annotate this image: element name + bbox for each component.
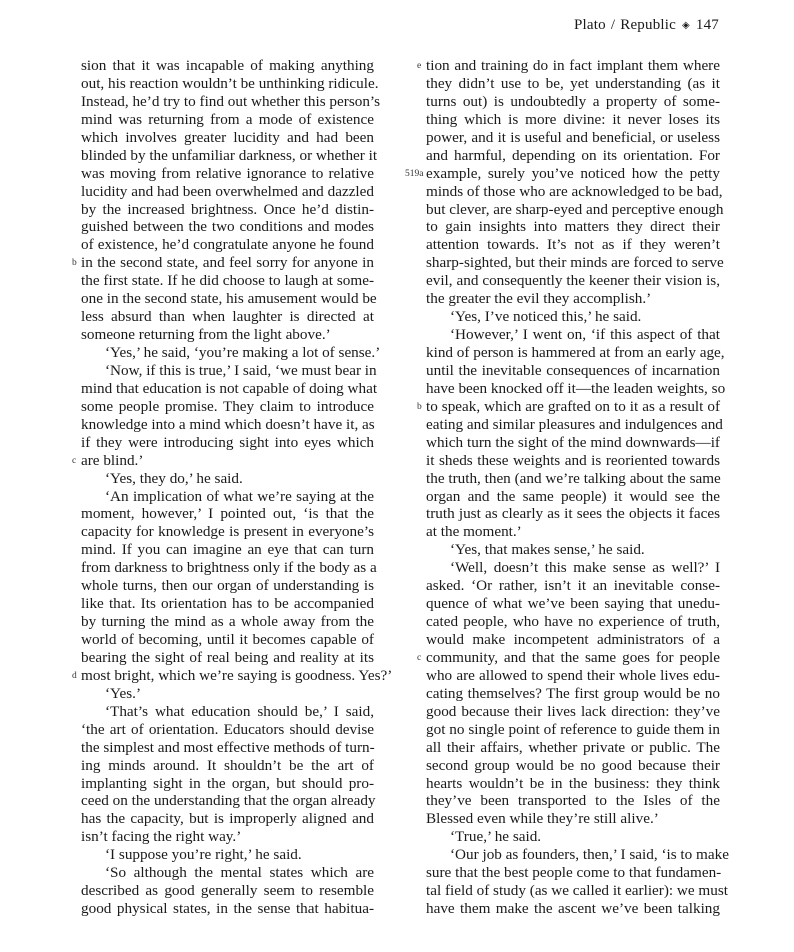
line-text: eating and similar pleasures and indulgences and	[426, 415, 723, 433]
line-text: have been knocked off it—the leaden weights, so	[426, 379, 726, 397]
line-text: ‘Yes, that makes sense,’ he said.	[450, 541, 645, 559]
line-text: are blind.’	[81, 451, 144, 469]
line-text: isn’t facing the right way.’	[81, 828, 242, 846]
text-line	[426, 685, 720, 703]
line-text: blinded by the unfamiliar darkness, or whether it	[81, 146, 378, 164]
text-line	[426, 739, 720, 757]
text-line	[426, 900, 720, 918]
text-line	[81, 434, 374, 452]
text-line	[81, 183, 374, 201]
line-text: ‘That’s what education should be,’ I said,	[105, 702, 374, 720]
left-column	[72, 57, 393, 918]
header-author: Plato	[574, 17, 606, 33]
text-line	[417, 397, 720, 416]
line-text: from darkness to brightness only if the body as a	[81, 559, 377, 577]
line-text: quence of what we’ve been saying that unedu-	[426, 595, 720, 613]
line-text: one in the second state, his amusement would be	[81, 290, 377, 308]
line-text: was moving from relative ignorance to relative	[81, 164, 374, 182]
text-line	[426, 523, 720, 541]
text-line	[426, 846, 729, 864]
text-line	[426, 362, 720, 380]
line-text: organ and the same people) it would see the	[426, 487, 720, 505]
line-text: which turn the sight of the mind downwards—if	[426, 433, 720, 451]
line-text: but clever, are sharp-eyed and perceptive enough	[426, 200, 724, 218]
text-line	[426, 434, 720, 452]
text-line	[426, 290, 720, 308]
line-text: truth just as clearly as it sees the objects it faces	[426, 505, 720, 523]
text-line	[81, 236, 374, 254]
text-line	[426, 344, 725, 362]
text-line	[81, 74, 379, 93]
line-text: mind that education is not capable of doing what	[81, 379, 378, 397]
text-line	[81, 721, 374, 739]
line-text: the first state. If he did choose to laugh at some-	[81, 272, 374, 290]
line-text: ‘So although the mental states which are	[105, 864, 374, 882]
line-text: has the capacity, but is improperly aligned and	[81, 810, 374, 828]
text-line	[81, 577, 374, 595]
text-line	[426, 182, 723, 201]
text-line	[81, 146, 378, 165]
text-line	[426, 828, 720, 846]
line-text: the simplest and most effective methods of turn-	[81, 738, 375, 756]
text-line	[426, 703, 720, 721]
text-line	[81, 326, 374, 344]
text-line	[426, 379, 726, 398]
stephanus-marker: b	[72, 258, 77, 269]
line-text: minds of those who are acknowledged to be bad,	[426, 182, 723, 200]
line-text: moment, however,’ I pointed out, ‘is that the	[81, 505, 374, 523]
line-text: ‘I suppose you’re right,’ he said.	[105, 846, 302, 864]
line-text: cating themselves? The first group would be no	[426, 684, 720, 702]
line-text: out, his reaction wouldn’t be unthinking ridicule.	[81, 74, 379, 92]
text-line	[81, 846, 374, 864]
line-text: mind. If you can imagine an eye that can turn	[81, 541, 374, 559]
text-line	[426, 775, 720, 793]
text-line	[426, 200, 724, 219]
text-line	[405, 164, 720, 183]
text-line	[81, 685, 374, 703]
text-line	[81, 775, 374, 793]
text-line	[426, 810, 720, 828]
header-separator: /	[610, 17, 616, 33]
text-line	[81, 218, 374, 236]
line-text: evil, and consequently the keener their vision is,	[426, 272, 720, 290]
text-line	[81, 398, 374, 416]
text-line	[81, 810, 374, 828]
text-line	[81, 308, 374, 326]
stephanus-marker: d	[72, 670, 77, 681]
line-text: they didn’t use to be, yet understanding (as it	[426, 74, 720, 92]
text-line	[426, 577, 720, 595]
line-text: ceed on the understanding that the organ already	[81, 792, 376, 810]
text-line	[81, 649, 374, 667]
line-text: ‘Our job as founders, then,’ I said, ‘is to make	[450, 846, 729, 864]
line-text: second group would be no good because their	[426, 756, 720, 774]
line-text: world of becoming, until it becomes capable of	[81, 631, 374, 648]
line-text: the greater the evil they accomplish.’	[426, 290, 652, 308]
line-text: it sheds these weights and is reoriented towards	[426, 451, 720, 469]
line-text: ‘However,’ I went on, ‘if this aspect of that	[450, 326, 720, 344]
text-line	[426, 882, 728, 900]
line-text: power, and it is useful and beneficial, or useless	[426, 128, 720, 146]
line-text: ‘Yes, they do,’ he said.	[105, 469, 243, 487]
line-text: and harmful, depending on its orientation. For	[426, 146, 720, 164]
line-text: guished between the two conditions and modes	[81, 218, 374, 236]
text-line	[426, 541, 720, 559]
text-line	[426, 757, 720, 775]
text-line	[426, 667, 720, 685]
line-text: ‘An implication of what we’re saying at the	[105, 487, 374, 505]
text-line	[426, 488, 720, 506]
line-text: got no single point of reference to guide them in	[426, 720, 720, 738]
text-line	[426, 272, 720, 290]
line-text: ‘Yes.’	[105, 684, 142, 702]
line-text: which involves greater lucidity and had been	[81, 128, 374, 146]
line-text: implanting sight in the organ, but should pro-	[81, 774, 374, 792]
text-line	[426, 792, 720, 810]
text-line	[81, 613, 374, 631]
line-text: ‘Yes,’ he said, ‘you’re making a lot of sense.’	[105, 344, 381, 361]
line-text: capacity for knowledge is present in everyone’s	[81, 523, 374, 541]
text-line	[81, 201, 374, 219]
text-line	[81, 165, 374, 183]
line-text: community, and that the same goes for people	[426, 648, 720, 666]
text-line	[81, 757, 374, 775]
text-line	[417, 648, 720, 667]
text-line	[426, 111, 720, 129]
line-text: someone returning from the light above.’	[81, 326, 331, 344]
line-text: tal field of study (as we called it earlier): we must	[426, 882, 728, 900]
line-text: lucidity and had been overwhelmed and dazzled	[81, 182, 374, 200]
text-line	[426, 326, 720, 344]
line-text: attention towards. It’s not as if they weren’t	[426, 236, 720, 254]
text-line	[81, 290, 377, 308]
text-line	[426, 613, 720, 631]
text-line	[81, 470, 374, 488]
text-line	[72, 666, 393, 685]
text-line	[426, 93, 720, 111]
line-text: ing minds around. It shouldn’t be the art of	[81, 756, 374, 774]
line-text: Blessed even while they’re still alive.’	[426, 810, 659, 828]
text-line	[81, 882, 374, 900]
text-line	[426, 254, 724, 272]
header-work: Republic	[620, 17, 676, 33]
text-line	[81, 559, 377, 577]
text-line	[81, 488, 374, 506]
text-line	[426, 559, 720, 577]
text-line	[81, 828, 374, 846]
line-text: ‘Yes, I’ve noticed this,’ he said.	[450, 308, 642, 326]
text-line	[81, 541, 374, 559]
text-line	[81, 57, 374, 75]
text-line	[426, 218, 720, 236]
text-line	[81, 864, 374, 882]
text-line	[426, 631, 720, 649]
text-line	[81, 505, 374, 523]
line-text: kind of person is hammered at from an early age,	[426, 344, 725, 361]
text-line	[81, 361, 377, 380]
line-text: of existence, he’d congratulate anyone he found	[81, 236, 374, 254]
line-text: would make incompetent administrators of a	[426, 631, 720, 648]
text-line	[426, 595, 720, 613]
line-text: to gain insights into matters they direct their	[426, 218, 720, 236]
stephanus-marker: c	[417, 652, 422, 663]
stephanus-marker: e	[417, 61, 422, 71]
line-text: ‘the art of orientation. Educators should devise	[81, 720, 374, 738]
text-line	[426, 308, 720, 326]
line-text: knowledge into a mind which doesn’t have it, as	[81, 415, 375, 433]
text-line	[426, 147, 720, 165]
line-text: have them make the ascent we’ve been talking	[426, 900, 720, 918]
line-text: by the increased brightness. Once he’d distin-	[81, 200, 374, 218]
stephanus-marker: c	[72, 455, 77, 466]
line-text: tion and training do in fact implant them where	[426, 57, 720, 74]
text-line	[426, 864, 720, 882]
line-text: asked. ‘Or rather, isn’t it an inevitable conse-	[426, 577, 720, 595]
text-line	[426, 75, 720, 93]
line-text: mind was returning from a mode of existence	[81, 110, 374, 128]
right-column	[405, 57, 729, 918]
text-line	[81, 703, 374, 721]
text-line	[426, 505, 720, 523]
line-text: Instead, he’d try to find out whether this person’s	[81, 92, 381, 110]
line-text: turns out) is undoubtedly a property of some-	[426, 92, 720, 110]
stephanus-marker: b	[417, 401, 422, 412]
text-line	[426, 236, 720, 254]
running-head	[574, 17, 719, 34]
text-line	[417, 57, 720, 75]
text-line	[81, 92, 381, 111]
line-text: like that. Its orientation has to be accompanied	[81, 595, 374, 613]
text-line	[81, 111, 374, 129]
line-text: sharp-sighted, but their minds are forced to serve	[426, 254, 724, 272]
line-text: by turning the mind as a whole away from the	[81, 613, 374, 631]
line-text: if they were introducing sight into eyes which	[81, 433, 374, 451]
line-text: in the second state, and feel sorry for anyone in	[81, 254, 374, 272]
text-line	[81, 272, 374, 290]
line-text: example, surely you’ve noticed how the petty	[426, 164, 720, 182]
line-text: some people promise. They claim to introduce	[81, 397, 374, 415]
text-line	[426, 452, 720, 470]
text-line	[81, 129, 374, 147]
line-text: at the moment.’	[426, 523, 522, 541]
line-text: until the inevitable consequences of incarnation	[426, 361, 720, 379]
line-text: ‘True,’ he said.	[450, 828, 542, 846]
line-text: all their affairs, whether private or public. The	[426, 738, 720, 756]
text-line	[426, 721, 720, 739]
text-line	[81, 739, 374, 757]
text-line	[81, 900, 374, 918]
line-text: bearing the sight of real being and reality at its	[81, 648, 374, 666]
text-line	[426, 470, 720, 488]
line-text: hearts wouldn’t be in the business: they think	[426, 774, 720, 792]
text-line	[72, 254, 374, 272]
line-text: good because their lives lack direction: they’ve	[426, 702, 720, 720]
line-text: they’ve been transported to the Isles of the	[426, 792, 720, 810]
text-line	[81, 631, 374, 649]
line-text: who are allowed to spend their whole lives edu-	[426, 666, 720, 684]
line-text: whole turns, then our organ of understanding is	[81, 577, 374, 595]
line-text: ‘Well, doesn’t this make sense as well?’ I	[450, 559, 720, 577]
line-text: the truth, then (and we’re talking about the same	[426, 469, 721, 487]
line-text: good physical states, in the sense that habitua-	[81, 900, 374, 918]
line-text: sion that it was incapable of making anything	[81, 57, 374, 74]
text-line	[81, 416, 374, 434]
text-line	[81, 344, 381, 362]
text-line	[72, 451, 374, 470]
line-text: ‘Now, if this is true,’ I said, ‘we must bear in	[105, 361, 377, 379]
line-text: sure that the best people come to that fundamen-	[426, 864, 722, 882]
stephanus-marker: 519a	[405, 168, 424, 179]
text-line	[81, 379, 378, 398]
text-line	[81, 595, 374, 613]
line-text: cated people, who have no experience of truth,	[426, 613, 720, 631]
text-line	[426, 415, 723, 434]
ornament-icon: ◈	[682, 20, 690, 31]
text-line	[81, 523, 374, 541]
text-line	[81, 792, 374, 810]
line-text: to speak, which are grafted on to it as a result of	[426, 397, 720, 415]
line-text: less absurd than when laughter is directed at	[81, 308, 374, 326]
line-text: thing which is more divine: it never loses its	[426, 110, 720, 128]
line-text: most bright, which we’re saying is goodness. Yes?’	[81, 666, 393, 684]
text-line	[426, 129, 720, 147]
page-number: 147	[695, 17, 719, 33]
line-text: described as good generally seem to resemble	[81, 882, 374, 900]
